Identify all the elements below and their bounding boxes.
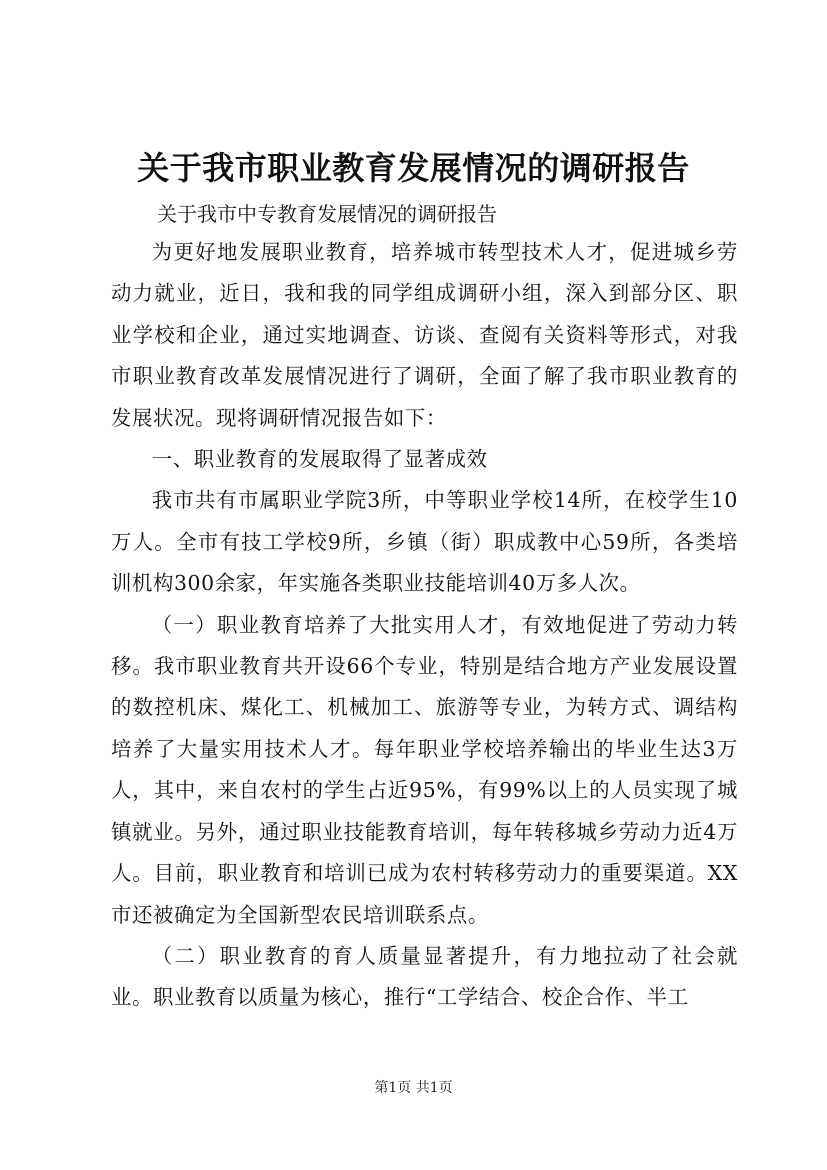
paragraph-subsection-1: （一）职业教育培养了大批实用人才，有效地促进了劳动力转移。我市职业教育共开设66个专业，特别是结合地方产业发展设置的数控机床、煤化工、机械加工、旅游等专业，为转方式、调结构培养了大量实用技术人才。每年职业学校培养输出的毕业生达3万人，其中，来自农村的学生占近95%，有99%以上的人员实现了城镇就业。另外，通过职业技能教育培训，每年转移城乡劳动力近4万人。目前，职业教育和培训已成为农村转移劳动力的重要渠道。XX市还被确定为全国新型农民培训联系点。 (111, 612, 738, 927)
paragraph-subsection-2: （二）职业教育的育人质量显著提升，有力地拉动了社会就业。职业教育以质量为核心，推行“工学结合、校企合作、半工 (111, 943, 738, 1010)
document-title: 关于我市职业教育发展情况的调研报告 (137, 149, 690, 187)
page-footer: 第1页 共1页 (374, 1080, 453, 1096)
paragraph-intro: 为更好地发展职业教育，培养城市转型技术人才，促进城乡劳动力就业，近日，我和我的同学组成调研小组，深入到部分区、职业学校和企业，通过实地调查、访谈、查阅有关资料等形式，对我市职业教育改革发展情况进行了调研，全面了解了我市职业教育的发展状况。现将调研情况报告如下： (111, 240, 738, 430)
document-body (111, 232, 738, 1019)
document-subtitle: 关于我市中专教育发展情况的调研报告 (157, 202, 497, 226)
paragraph-statistics: 我市共有市属职业学院3所，中等职业学校14所，在校学生10万人。全市有技工学校9所，乡镇（街）职成教中心59所，各类培训机构300余家，年实施各类职业技能培训40万多人次。 (111, 488, 738, 596)
section-heading: 一、职业教育的发展取得了显著成效 (151, 447, 488, 472)
